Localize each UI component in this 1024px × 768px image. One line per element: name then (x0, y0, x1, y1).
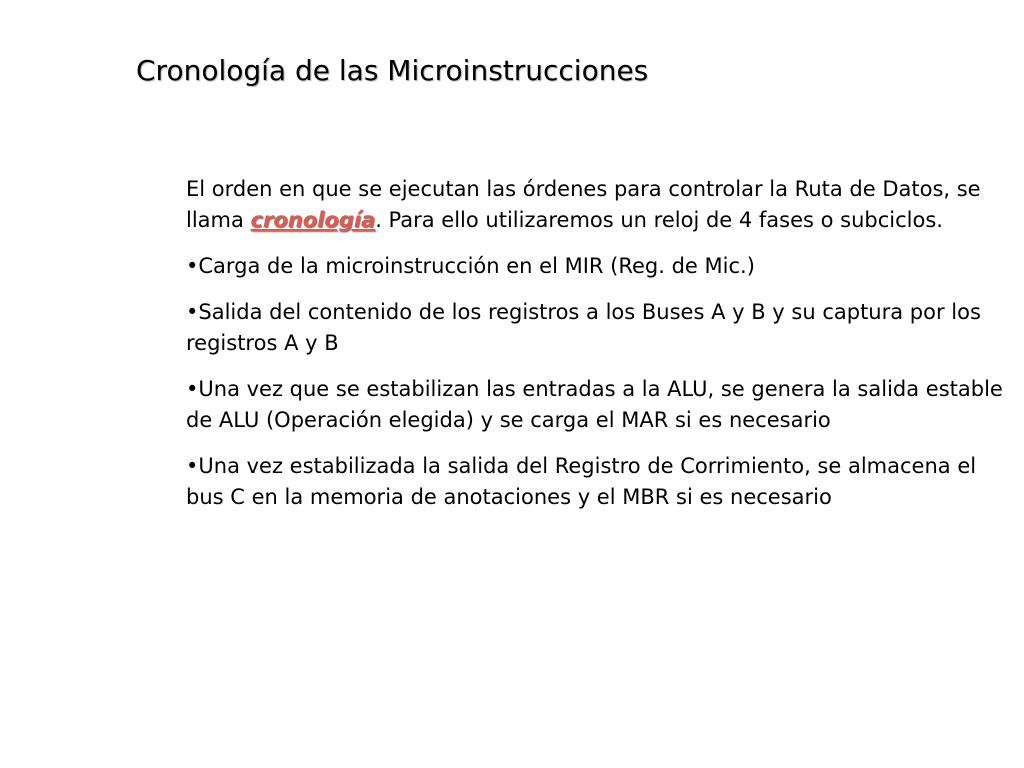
bullet-item: •Carga de la microinstrucción en el MIR (Reg. de Mic.) (186, 254, 755, 278)
bullet-item: •Una vez estabilizada la salida del Registro de Corrimiento, se almacena el bus C en la memoria de anotaciones y el MBR si es necesario (186, 454, 977, 509)
intro-text-before: El orden en que se ejecutan las órdenes para controlar la Ruta de Datos, se llama (186, 177, 981, 232)
intro-text-after: . Para ello utilizaremos un reloj de 4 fases o subciclos. (375, 208, 943, 232)
bullet-item: •Una vez que se estabilizan las entradas a la ALU, se genera la salida estable de ALU (Operación elegida) y se carga el MAR si es necesario (186, 377, 1003, 432)
bullet-item: •Salida del contenido de los registros a los Buses A y B y su captura por los registros A y B (186, 300, 981, 355)
highlighted-term: cronología (250, 208, 376, 232)
slide-title: Cronología de las Microinstrucciones (136, 54, 649, 87)
slide-body (186, 174, 1016, 528)
intro-paragraph (186, 174, 1016, 236)
